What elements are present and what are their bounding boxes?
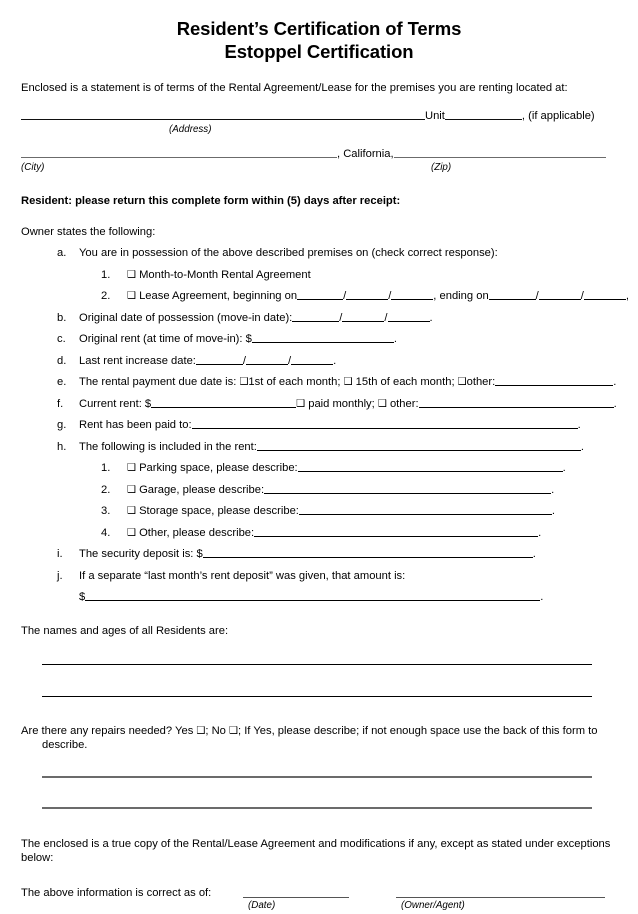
title-line-2: Estoppel Certification — [224, 41, 414, 62]
enclosed-statement-line-1: The enclosed is a true copy of the Rental/Lease Agreement and modifications if any, except as stated under exceptions — [21, 838, 611, 851]
lease-end-month-line[interactable] — [489, 290, 536, 300]
possession-day-line[interactable] — [342, 312, 384, 322]
repairs-section — [21, 724, 617, 752]
item-h-sublist — [79, 461, 617, 540]
correct-as-of-label: The above information is correct as of: — [21, 887, 212, 900]
current-rent-line[interactable] — [151, 398, 296, 408]
unit-input-line[interactable] — [445, 110, 522, 120]
city-zip-captions — [21, 162, 617, 174]
list-item-a — [21, 246, 629, 303]
date-signature-line[interactable] — [243, 897, 349, 898]
checkbox-due-1st[interactable]: ❑ — [239, 376, 249, 388]
marker-a1: 1. — [101, 268, 111, 281]
list-item-a1 — [79, 268, 617, 282]
list-item-f: f. Current rent: $ ❑ paid monthly; ❑ other: . — [57, 397, 617, 410]
list-item-e: e. The rental payment due date is: ❑1st of each month; ❑ 15th of each month; ❑other: . — [57, 376, 617, 389]
spacer-names-2 — [21, 665, 617, 696]
unit-suffix: , (if applicable) — [521, 110, 595, 122]
item-d-text: Last rent increase date: — [79, 354, 196, 367]
checkbox-due-other[interactable]: ❑ — [457, 376, 467, 388]
address-caption: (Address) — [169, 124, 212, 135]
address-input-line[interactable] — [21, 110, 425, 120]
spacer-names-1 — [21, 638, 617, 664]
item-a2-text-mid: , ending on — [433, 290, 489, 303]
lease-begin-day-line[interactable] — [346, 290, 388, 300]
repairs-line-2[interactable] — [42, 807, 592, 809]
increase-day-line[interactable] — [246, 355, 288, 365]
item-f-opt1: paid monthly; — [308, 397, 375, 410]
repairs-yes-sep: ; No — [205, 725, 226, 738]
names-ages-section — [21, 624, 617, 638]
item-h-text: The following is included in the rent: — [79, 440, 257, 453]
marker-i: i. — [57, 548, 63, 561]
signature-section — [21, 886, 617, 914]
marker-h4: 4. — [101, 526, 111, 539]
repairs-question-continued: describe. — [42, 739, 88, 752]
checkbox-other-included[interactable]: ❑ — [127, 527, 136, 539]
marker-h1: 1. — [101, 462, 111, 475]
item-e-opt2: 15th of each month; — [355, 376, 455, 389]
checkbox-paid-monthly[interactable]: ❑ — [296, 398, 306, 410]
storage-describe-line[interactable] — [299, 505, 552, 515]
marker-h: h. — [57, 440, 67, 453]
marker-j: j. — [57, 569, 63, 582]
checkbox-repairs-yes[interactable]: ❑ — [196, 725, 206, 737]
checkbox-repairs-no[interactable]: ❑ — [229, 725, 238, 737]
item-h1-text: Parking space, please describe: — [139, 462, 298, 475]
checkbox-storage-space[interactable]: ❑ — [127, 505, 136, 517]
item-a-text: You are in possession of the above described premises on (check correct response): — [79, 247, 498, 260]
list-item-a2: 2. ❑ Lease Agreement, beginning on / / , ending on / / , — [101, 290, 629, 303]
possession-year-line[interactable] — [388, 312, 430, 322]
marker-e: e. — [57, 376, 67, 389]
city-input-line[interactable] — [21, 148, 337, 158]
list-item-g: g. Rent has been paid to: . — [57, 419, 581, 432]
checkbox-parking-space[interactable]: ❑ — [127, 462, 136, 474]
owner-states-heading: Owner states the following: — [21, 226, 156, 239]
lease-end-year-line[interactable] — [584, 290, 626, 300]
zip-input-line[interactable] — [394, 148, 606, 158]
item-f-text: Current rent: $ — [79, 397, 152, 410]
last-month-deposit-amount-row: $ . — [79, 591, 544, 604]
item-a1-text: Month-to-Month Rental Agreement — [139, 268, 311, 281]
checkbox-month-to-month[interactable]: ❑ — [127, 269, 136, 281]
rent-paid-to-line[interactable] — [192, 419, 578, 429]
increase-month-line[interactable] — [196, 355, 243, 365]
marker-f: f. — [57, 397, 64, 410]
item-b-text: Original date of possession (move-in date): — [79, 311, 293, 324]
item-e-opt1: 1st of each month; — [248, 376, 341, 389]
spacer-repairs-2 — [21, 778, 617, 807]
checkbox-due-15th[interactable]: ❑ — [343, 376, 353, 388]
checkbox-lease-agreement[interactable]: ❑ — [127, 290, 136, 302]
list-item-h: h. The following is included in the rent: . 1. ❑ Parking space, please describe: . 2. ❑ Garage, please describe: . 3. ❑ Storage space, please describe: . 4. ❑ Other, please describe: . — [21, 440, 617, 540]
repairs-question — [21, 724, 617, 738]
enclosed-statement-line-2: below: — [21, 852, 54, 865]
names-ages-line-2[interactable] — [42, 696, 592, 697]
item-h3-text: Storage space, please describe: — [139, 505, 299, 518]
increase-year-line[interactable] — [291, 355, 333, 365]
paid-other-line[interactable] — [419, 398, 614, 408]
marker-d: d. — [57, 354, 67, 367]
state-text: , California, — [337, 148, 394, 161]
item-e-text: The rental payment due date is: — [79, 376, 237, 389]
marker-g: g. — [57, 419, 67, 432]
signature-captions — [21, 900, 617, 914]
marker-h2: 2. — [101, 483, 111, 496]
zip-caption: (Zip) — [431, 162, 452, 174]
item-c-text: Original rent (at time of move-in): $ — [79, 333, 252, 346]
page-title — [0, 0, 638, 63]
last-month-deposit-line[interactable] — [85, 591, 540, 601]
repairs-question-text: Are there any repairs needed? Yes — [21, 725, 194, 738]
marker-c: c. — [57, 333, 66, 346]
lease-begin-year-line[interactable] — [391, 290, 433, 300]
item-a2-text-before: Lease Agreement, beginning on — [139, 290, 298, 303]
item-j-dollar: $ — [79, 591, 86, 604]
marker-h3: 3. — [101, 505, 111, 518]
list-item-h4: 4. ❑ Other, please describe: . — [101, 526, 542, 539]
parking-describe-line[interactable] — [298, 462, 563, 472]
city-state-zip-row — [21, 147, 617, 161]
names-ages-heading: The names and ages of all Residents are: — [21, 625, 229, 638]
list-item-h2: 2. ❑ Garage, please describe: . — [101, 483, 555, 496]
marker-b: b. — [57, 311, 67, 324]
unit-label: Unit — [425, 110, 445, 122]
item-h2-text: Garage, please describe: — [139, 483, 265, 496]
list-item-i: i. The security deposit is: $ . — [57, 548, 536, 561]
owner-agent-caption: (Owner/Agent) — [401, 900, 465, 912]
list-item-h3: 3. ❑ Storage space, please describe: . — [101, 505, 556, 518]
original-rent-line[interactable] — [252, 333, 394, 343]
return-notice: Resident: please return this complete form within (5) days after receipt: — [21, 195, 401, 208]
owner-agent-signature-line[interactable] — [396, 897, 605, 898]
city-caption: (City) — [21, 162, 45, 174]
other-describe-line[interactable] — [254, 527, 538, 537]
item-i-text: The security deposit is: $ — [79, 548, 203, 561]
address-row — [21, 109, 617, 123]
possession-month-line[interactable] — [292, 312, 339, 322]
spacer-repairs-1 — [21, 752, 617, 776]
intro-paragraph: Enclosed is a statement is of terms of the Rental Agreement/Lease for the premises you are renting located at: — [21, 82, 568, 94]
date-caption: (Date) — [248, 900, 276, 912]
checkbox-garage[interactable]: ❑ — [127, 484, 136, 496]
owner-statements-list — [21, 246, 629, 583]
list-item-c: c. Original rent (at time of move-in): $ . — [57, 333, 397, 346]
repairs-question-rest: ; If Yes, please describe; if not enough space use the back of this form to — [237, 725, 598, 738]
list-item-h1: 1. ❑ Parking space, please describe: . — [101, 462, 566, 475]
marker-a2: 2. — [101, 290, 111, 303]
checkbox-paid-other[interactable]: ❑ — [377, 398, 387, 410]
lease-end-day-line[interactable] — [539, 290, 581, 300]
item-f-opt2: other: — [389, 397, 419, 410]
list-item-j — [21, 569, 617, 583]
garage-describe-line[interactable] — [264, 484, 551, 494]
title-line-1: Resident’s Certification of Terms — [176, 18, 462, 39]
marker-a: a. — [57, 247, 67, 260]
included-in-rent-line[interactable] — [257, 441, 581, 451]
lease-begin-month-line[interactable] — [297, 290, 343, 300]
item-e-opt3: other: — [466, 376, 496, 389]
item-h4-text: Other, please describe: — [139, 526, 255, 539]
enclosed-statement-section — [21, 837, 617, 865]
item-j-text: If a separate “last month’s rent deposit” was given, that amount is: — [79, 569, 406, 582]
list-item-b: b. Original date of possession (move-in date): / / . — [57, 311, 433, 324]
item-g-text: Rent has been paid to: — [79, 419, 192, 432]
security-deposit-line[interactable] — [203, 548, 533, 558]
list-item-d: d. Last rent increase date: / / . — [57, 354, 337, 367]
signature-row — [21, 886, 617, 900]
due-other-line[interactable] — [495, 376, 613, 386]
item-a-sublist — [79, 268, 629, 304]
